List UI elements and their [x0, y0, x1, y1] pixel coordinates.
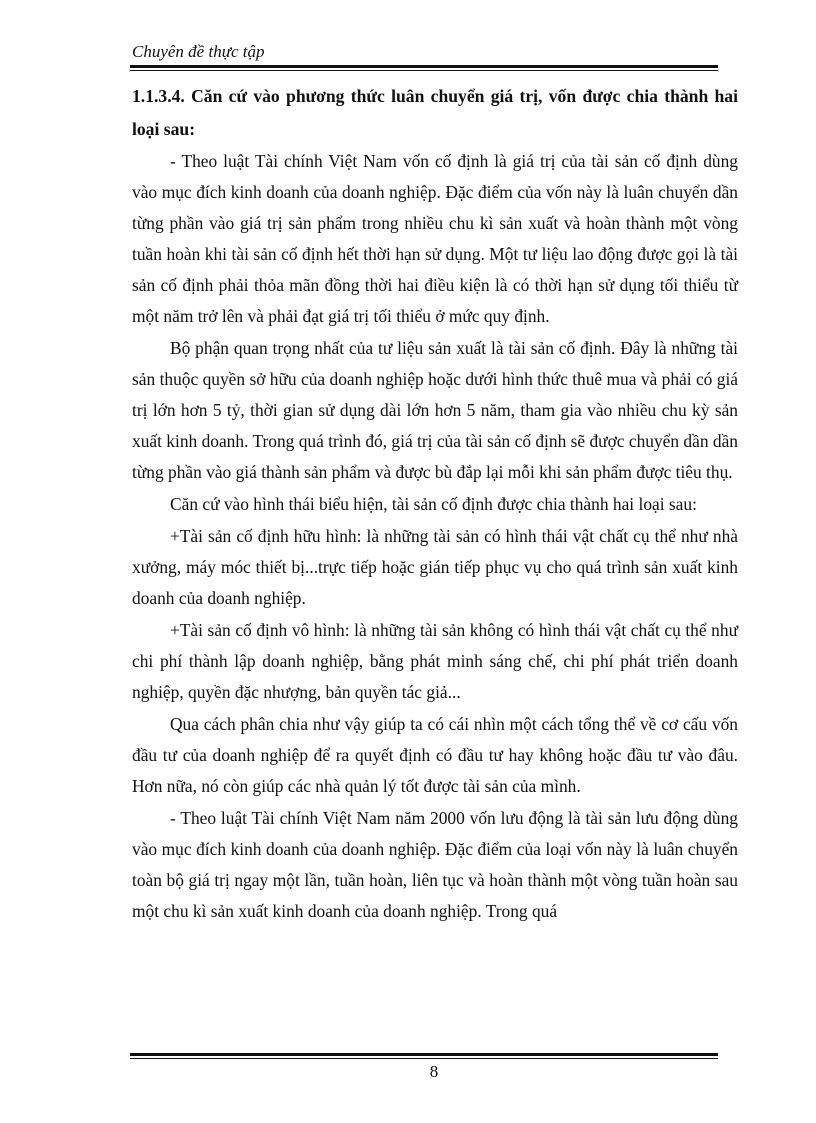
- section-heading: 1.1.3.4. Căn cứ vào phương thức luân chuyển giá trị, vốn được chia thành hai loại sau:: [132, 86, 738, 139]
- paragraph-classification: Căn cứ vào hình thái biểu hiện, tài sản cố định được chia thành hai loại sau:: [170, 494, 697, 514]
- page-body: [132, 80, 738, 928]
- header-rule-thin: [130, 70, 718, 71]
- paragraph-tangible-assets: +Tài sản cố định hữu hình: là những tài sản có hình thái vật chất cụ thể như nhà xưởng, máy móc thiết bị...trực tiếp hoặc gián tiếp phục vụ cho quá trình sản xuất kinh doanh của doanh nghiệp.: [132, 526, 738, 608]
- paragraph-working-capital: - Theo luật Tài chính Việt Nam năm 2000 vốn lưu động là tài sản lưu động dùng vào mục đích kinh doanh của doanh nghiệp. Đặc điểm của loại vốn này là luân chuyển toàn bộ giá trị ngay một lần, tuần hoàn, liên tục và hoàn thành một vòng tuần hoàn sau một chu kì sản xuất kinh doanh của doanh nghiệp. Trong quá: [132, 808, 738, 921]
- paragraph-fixed-assets: Bộ phận quan trọng nhất của tư liệu sản xuất là tài sản cố định. Đây là những tài sản thuộc quyền sở hữu của doanh nghiệp hoặc dưới hình thức thuê mua và phải có giá trị lớn hơn 5 tỷ, thời gian sử dụng dài lớn hơn 5 năm, tham gia vào nhiều chu kỳ sản xuất kinh doanh. Trong quá trình đó, giá trị của tài sản cố định sẽ được chuyển dần dần từng phần vào giá thành sản phẩm và được bù đắp lại mỗi khi sản phẩm được tiêu thụ.: [132, 338, 738, 482]
- paragraph-intangible-assets: +Tài sản cố định vô hình: là những tài sản không có hình thái vật chất cụ thể như chi phí thành lập doanh nghiệp, bằng phát minh sáng chế, chi phí phát triển doanh nghiệp, quyền đặc nhượng, bản quyền tác giả...: [132, 620, 738, 702]
- page-header-title: Chuyên đề thực tập: [132, 42, 265, 61]
- paragraph-benefit: Qua cách phân chia như vậy giúp ta có cái nhìn một cách tổng thể về cơ cấu vốn đầu tư của doanh nghiệp để ra quyết định có đầu tư hay không hoặc đầu tư vào đâu. Hơn nữa, nó còn giúp các nhà quản lý tốt được tài sản của mình.: [132, 714, 738, 796]
- paragraph-fixed-capital: - Theo luật Tài chính Việt Nam vốn cố định là giá trị của tài sản cố định dùng vào mục đích kinh doanh của doanh nghiệp. Đặc điểm của vốn này là luân chuyển dần từng phần vào giá trị sản phẩm trong nhiều chu kì sản xuất và hoàn thành một vòng tuần hoàn khi tài sản cố định hết thời hạn sử dụng. Một tư liệu lao động được gọi là tài sản cố định phải thỏa mãn đồng thời hai điều kiện là có thời hạn sử dụng tối thiểu từ một năm trở lên và phải đạt giá trị tối thiểu ở mức quy định.: [132, 151, 738, 326]
- page-number: 8: [429, 1062, 439, 1081]
- footer-rule: [130, 1053, 718, 1056]
- header-rule: [130, 65, 718, 68]
- footer-rule-thin: [130, 1058, 718, 1059]
